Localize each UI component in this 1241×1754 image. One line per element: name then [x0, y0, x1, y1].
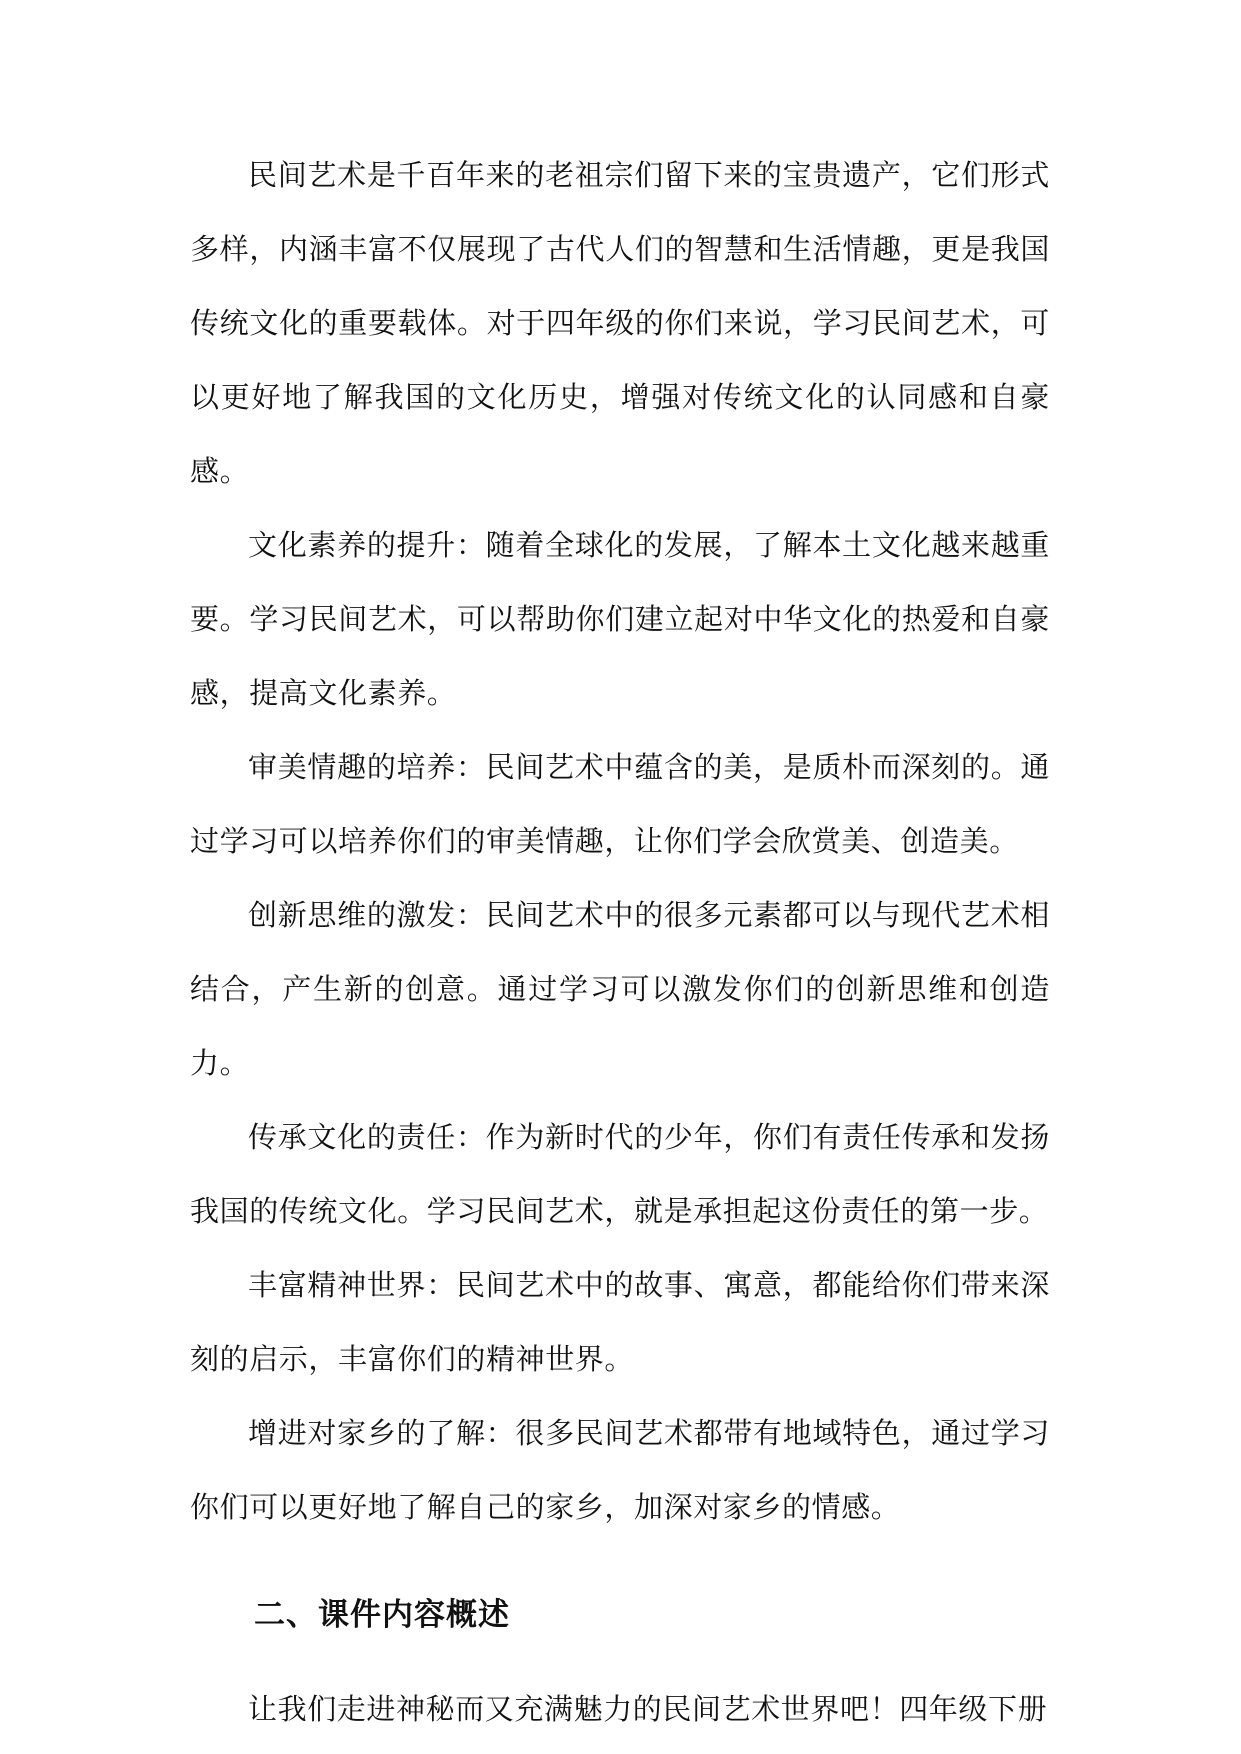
paragraph-intro: 民间艺术是千百年来的老祖宗们留下来的宝贵遗产，它们形式多样，内涵丰富不仅展现了古代人们的智慧和生活情趣，更是我国传统文化的重要载体。对于四年级的你们来说，学习民间艺术，可以更好地了解我国的文化历史，增强对传统文化的认同感和自豪感。 — [190, 158, 1050, 488]
paragraph-cultural-literacy: 文化素养的提升：随着全球化的发展，了解本土文化越来越重要。学习民间艺术，可以帮助你们建立起对中华文化的热爱和自豪感，提高文化素养。 — [190, 528, 1050, 710]
paragraph-hometown: 增进对家乡的了解：很多民间艺术都带有地域特色，通过学习你们可以更好地了解自己的家乡，加深对家乡的情感。 — [190, 1416, 1050, 1524]
paragraph-innovation: 创新思维的激发：民间艺术中的很多元素都可以与现代艺术相结合，产生新的创意。通过学习可以激发你们的创新思维和创造力。 — [190, 898, 1050, 1080]
document-body — [190, 138, 1050, 1746]
paragraph-aesthetic: 审美情趣的培养：民间艺术中蕴含的美，是质朴而深刻的。通过学习可以培养你们的审美情趣，让你们学会欣赏美、创造美。 — [190, 750, 1050, 858]
paragraph-section-intro: 让我们走进神秘而又充满魅力的民间艺术世界吧！四年级下册 — [248, 1692, 1048, 1726]
section-heading: 二、课件内容概述 — [254, 1597, 510, 1633]
paragraph-spiritual: 丰富精神世界：民间艺术中的故事、寓意，都能给你们带来深刻的启示，丰富你们的精神世界。 — [190, 1268, 1050, 1376]
paragraph-heritage: 传承文化的责任：作为新时代的少年，你们有责任传承和发扬我国的传统文化。学习民间艺术，就是承担起这份责任的第一步。 — [190, 1120, 1050, 1228]
